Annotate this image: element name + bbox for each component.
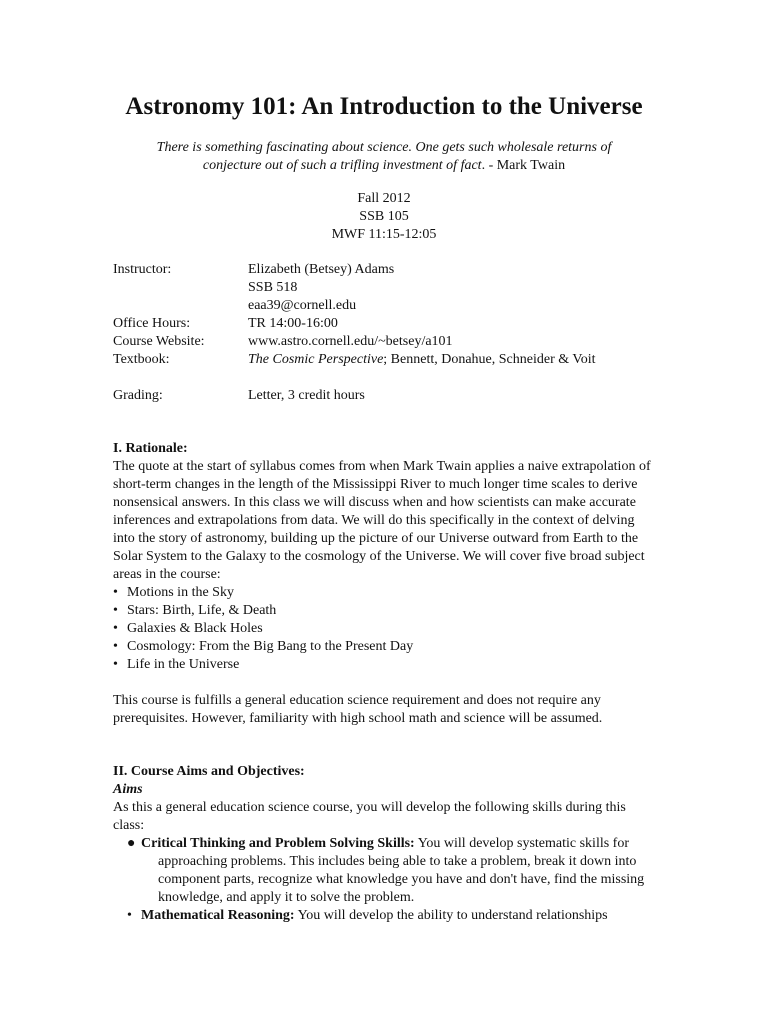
list-item: • Life in the Universe (113, 657, 240, 672)
grading-label: Grading: (113, 388, 163, 403)
bullet-icon: • (113, 585, 118, 600)
bullet-icon: • (113, 639, 118, 654)
list-item: • Cosmology: From the Big Bang to the Present Day (113, 639, 414, 654)
skill-name: Mathematical Reasoning: (141, 908, 295, 923)
aims-section (113, 763, 653, 925)
aims-heading: II. Course Aims and Objectives: (113, 764, 305, 779)
instructor-name: Elizabeth (Betsey) Adams (248, 262, 395, 277)
quote-line-1: There is something fascinating about science. One gets such wholesale returns of (156, 140, 612, 155)
quote-line-2: conjecture out of such a trifling investment of fact (202, 158, 482, 173)
rationale-note: This course is fulfills a general education science requirement and does not require any prerequisites. However, familiarity with high school math and science will be assumed. (113, 693, 603, 726)
office-hours: TR 14:00-16:00 (248, 316, 338, 331)
textbook (248, 351, 595, 369)
instructor-email: eaa39@cornell.edu (248, 298, 357, 313)
page-title: Astronomy 101: An Introduction to the Universe (125, 93, 643, 120)
bullet-icon: • (113, 657, 118, 672)
aims-subheading: Aims (113, 782, 143, 797)
bullet-icon: • (127, 908, 132, 923)
website-label: Course Website: (113, 334, 205, 349)
rationale-section (113, 440, 653, 728)
list-item (113, 835, 653, 907)
rationale-body: The quote at the start of syllabus comes from when Mark Twain applies a naive extrapolation of short-term changes in the length of the Mississippi River to much longer time scales to derive nonsensical answers. In this class we will discuss when and how scientists can make accurate inferences and extrapolations from data. We will do this specifically in the context of delving into the story of astronomy, building up the picture of our Universe outward from Earth to the Solar System to the Galaxy to the cosmology of the Universe. We will cover five broad subject areas in the course: (113, 459, 651, 582)
textbook-title: The Cosmic Perspective (248, 352, 384, 367)
skill-text: You will develop systematic skills for approaching problems. This includes being able to take a problem, break it down into component parts, recognize what knowledge you have and don't have, find the missing knowledge, and apply it to solve the problem. (158, 836, 645, 905)
list-item (113, 907, 653, 925)
instructor-label: Instructor: (113, 262, 172, 277)
quote-attribution: . - Mark Twain (481, 158, 566, 173)
list-item: • Stars: Birth, Life, & Death (113, 603, 277, 618)
textbook-authors: ; Bennett, Donahue, Schneider & Voit (383, 352, 596, 367)
schedule: MWF 11:15-12:05 (331, 227, 437, 242)
aims-intro: As this a general education science course, you will develop the following skills during this class: (113, 800, 626, 833)
bullet-icon: ● (127, 836, 136, 851)
semester: Fall 2012 (357, 191, 411, 206)
course-meta (0, 190, 768, 244)
instructor-office: SSB 518 (248, 280, 298, 295)
office-hours-label: Office Hours: (113, 316, 191, 331)
course-website: www.astro.cornell.edu/~betsey/a101 (248, 334, 453, 349)
list-item: • Motions in the Sky (113, 585, 234, 600)
bullet-icon: • (113, 621, 118, 636)
textbook-label: Textbook: (113, 352, 170, 367)
room: SSB 105 (359, 209, 409, 224)
skill-name: Critical Thinking and Problem Solving Skills: (141, 836, 415, 851)
bullet-icon: • (113, 603, 118, 618)
topic-list (113, 584, 653, 674)
rationale-heading: I. Rationale: (113, 441, 188, 456)
skill-text: You will develop the ability to understand relationships (294, 908, 608, 923)
list-item: • Galaxies & Black Holes (113, 621, 263, 636)
grading: Letter, 3 credit hours (248, 388, 365, 403)
epigraph (0, 139, 768, 175)
